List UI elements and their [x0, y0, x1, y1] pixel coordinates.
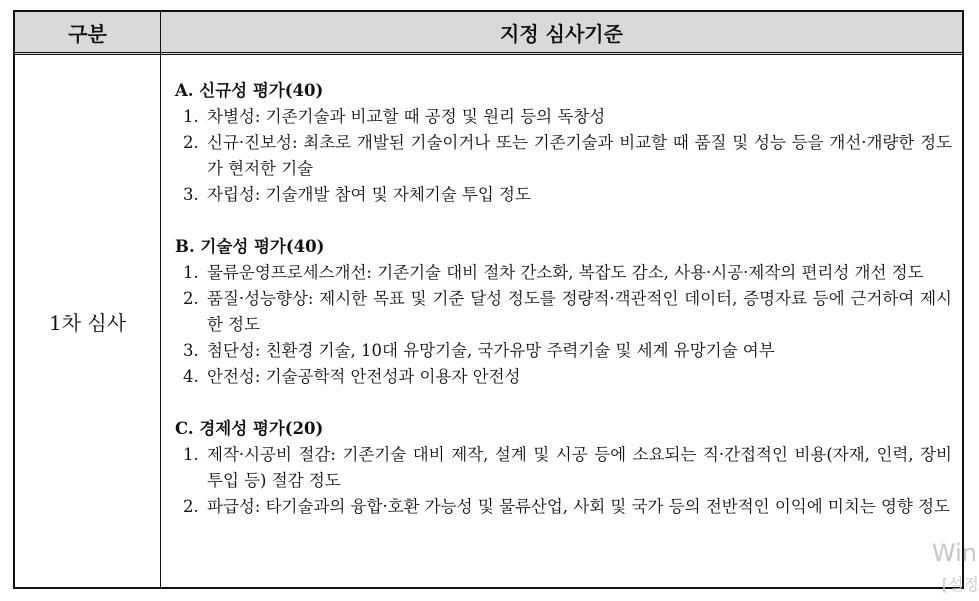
item-number: 1. [183, 263, 199, 282]
list-item [175, 130, 952, 182]
table-header [15, 12, 962, 55]
item-number: 3. [183, 341, 199, 360]
item-text: 안전성: 기술공학적 안전성과 이용자 안전성 [207, 367, 521, 386]
criteria-content [175, 78, 952, 520]
item-text: 제작·시공비 절감: 기존기술 대비 제작, 설계 및 시공 등에 소요되는 직·간접적인 비용(자재, 인력, 장비 투입 등) 절감 정도 [207, 445, 952, 490]
stage-label: 1차 심사 [48, 310, 127, 335]
activation-watermark: Win [931, 539, 977, 567]
list-item [175, 182, 952, 208]
list-item [175, 104, 952, 130]
section-title: A. 신규성 평가(40) [175, 81, 324, 100]
item-text: 자립성: 기술개발 참여 및 자체기술 투입 정도 [207, 185, 531, 204]
item-number: 2. [183, 289, 199, 308]
list-item [175, 338, 952, 364]
item-number: 1. [183, 107, 199, 126]
item-number: 1. [183, 445, 199, 464]
list-item [175, 260, 952, 286]
item-text: 파급성: 타기술과의 융합·호환 가능성 및 물류산업, 사회 및 국가 등의 전반적인 이익에 미치는 영향 정도 [207, 497, 950, 516]
criteria-table [13, 10, 964, 589]
list-item [175, 442, 952, 494]
list-item [175, 286, 952, 338]
column-divider [160, 12, 161, 587]
list-item [175, 364, 952, 390]
header-criteria: 지정 심사기준 [500, 21, 623, 46]
item-number: 2. [183, 133, 199, 152]
item-number: 2. [183, 497, 199, 516]
header-category: 구분 [68, 21, 107, 46]
item-number: 3. [183, 185, 199, 204]
item-text: 차별성: 기존기술과 비교할 때 공정 및 원리 등의 독창성 [207, 107, 606, 126]
item-text: 신규·진보성: 최초로 개발된 기술이거나 또는 기존기술과 비교할 때 품질 및 성능 등을 개선·개량한 정도가 현저한 기술 [207, 133, 952, 178]
item-number: 4. [183, 367, 199, 386]
section-title: C. 경제성 평가(20) [175, 419, 324, 438]
item-text: 첨단성: 친환경 기술, 10대 유망기술, 국가유망 주력기술 및 세계 유망기술 여부 [207, 341, 775, 360]
item-text: 물류운영프로세스개선: 기존기술 대비 절차 간소화, 복잡도 감소, 사용·시공·제작의 편리성 개선 정도 [207, 263, 924, 282]
section-title: B. 기술성 평가(40) [175, 237, 325, 256]
item-text: 품질·성능향상: 제시한 목표 및 기준 달성 정도를 정량적·객관적인 데이터, 증명자료 등에 근거하여 제시한 정도 [207, 289, 952, 334]
list-item [175, 494, 952, 520]
activation-watermark-sub: [설정 [941, 575, 979, 594]
